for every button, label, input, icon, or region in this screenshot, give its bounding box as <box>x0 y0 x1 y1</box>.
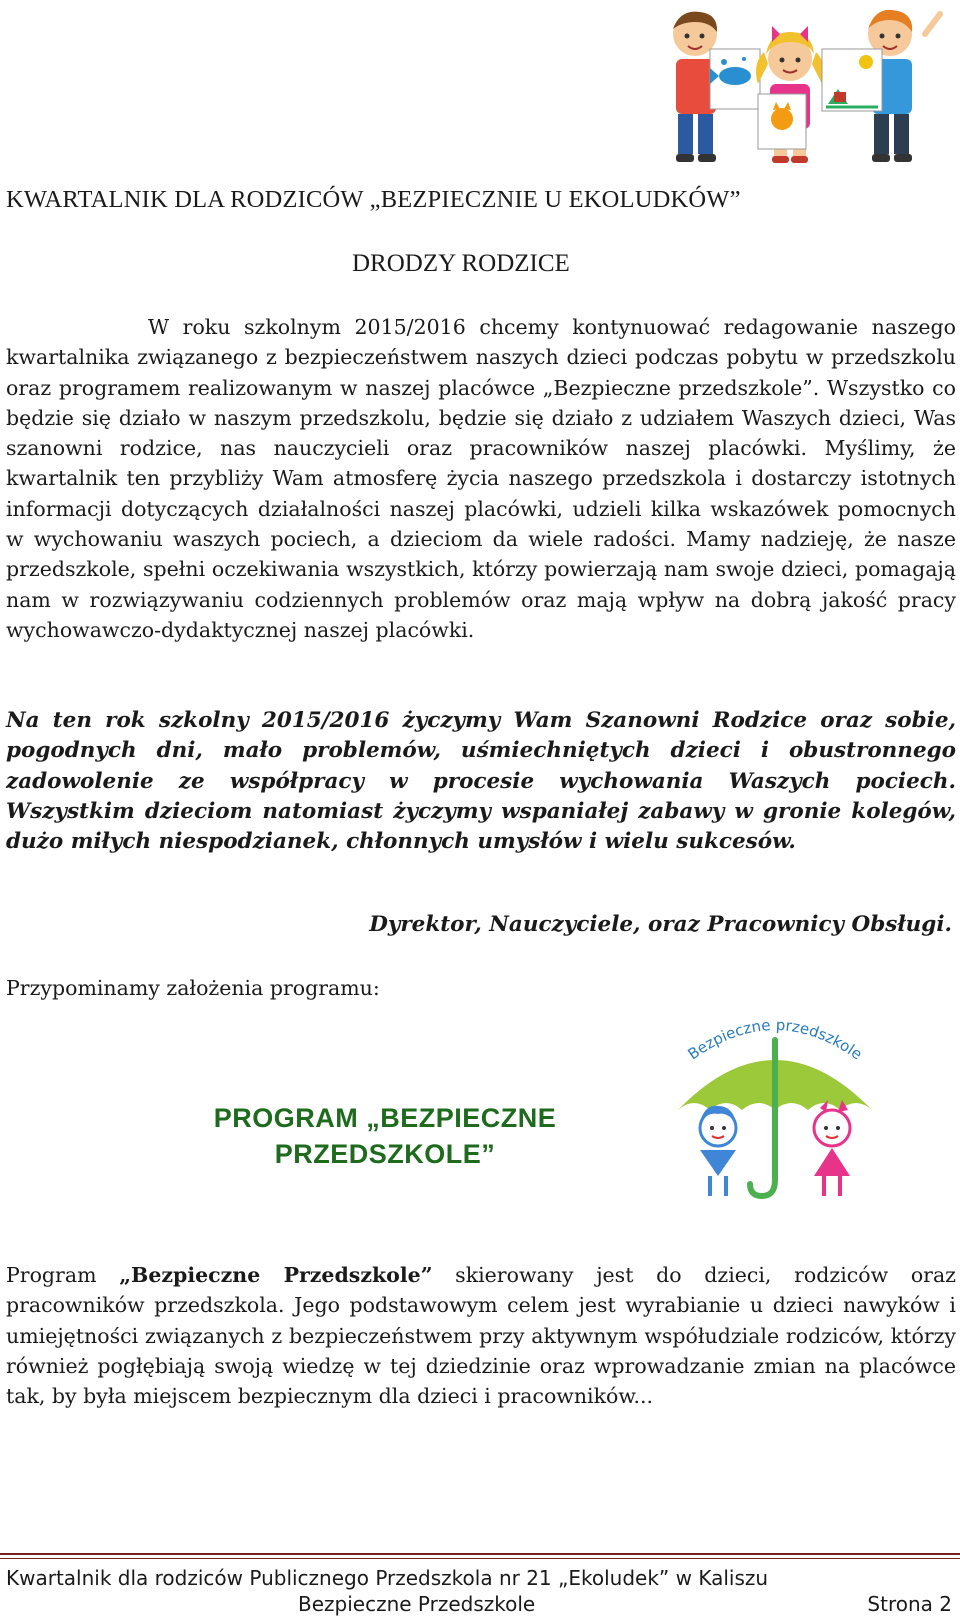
program-title-line2: PRZEDSZKOLE” <box>274 1139 496 1169</box>
program-desc-prefix: Program <box>6 1263 120 1287</box>
program-description <box>6 1260 956 1411</box>
program-name: „Bezpieczne Przedszkole” <box>119 1263 433 1287</box>
program-desc-text: skierowany jest do dzieci, rodziców oraz pracowników przedszkola. Jego podstawowym celem jest wyrabianie u dzieci nawyków i umiejętności związanych z bezpieczeństwem przy aktywnym współudziale rodziców, którzy również pogłębiają swoją wiedzę w tej dziedzinie oraz wprowadzanie zmian na placówce tak, by była miejscem bezpiecznym dla dzieci i pracowników... <box>6 1263 956 1409</box>
newsletter-title: KWARTALNIK DLA RODZICÓW „BEZPIECZNIE U EKOLUDKÓW” <box>6 186 741 213</box>
program-title <box>160 1100 610 1172</box>
footer-rule <box>0 1553 960 1555</box>
footer-program-name: Bezpieczne Przedszkole <box>298 1592 536 1616</box>
logo-arc-text: Bezpieczne przedszkole <box>684 1015 866 1064</box>
children-drawings-illustration <box>640 4 950 169</box>
signature: Dyrektor, Nauczyciele, oraz Pracownicy Obsługi. <box>369 912 952 937</box>
footer-publication: Kwartalnik dla rodziców Publicznego Przedszkola nr 21 „Ekoludek” w Kaliszu <box>6 1566 769 1590</box>
intro-paragraph: W roku szkolnym 2015/2016 chcemy kontynuować redagowanie naszego kwartalnika związanego z bezpieczeństwem naszych dzieci podczas pobytu w przedszkolu oraz programem realizowanym w naszej placówce „Bezpieczne przedszkole”. Wszystko co będzie się działo w naszym przedszkolu, będzie się działo z udziałem Waszych dzieci, Was szanowni rodzice, nas nauczycieli oraz pracowników naszej placówki. Myślimy, że kwartalnik ten przybliży Wam atmosferę życia naszego przedszkola i dostarczy istotnych informacji dotyczących działalności naszej placówki, udzieli kilka wskazówek pomocnych w wychowaniu waszych pociech, a dzieciom da wiele radości. Mamy nadzieję, że nasze przedszkole, spełni oczekiwania wszystkich, którzy powierzają nam swoje dzieci, pomagają nam w rozwiązywaniu codziennych problemów oraz mają wpływ na dobrą jakość pracy wychowawczo-dydaktycznej naszej placówki. <box>6 315 956 642</box>
footer-rule-thin <box>0 1558 960 1559</box>
program-reminder-heading: Przypominamy założenia programu: <box>6 976 380 1000</box>
wishes-paragraph: Na ten rok szkolny 2015/2016 życzymy Wam Szanowni Rodzice oraz sobie, pogodnych dni, mało problemów, uśmiechniętych dzieci i obustronnego zadowolenie ze współpracy w procesie wychowania Waszych pociech. Wszystkim dzieciom natomiast życzymy wspaniałej zabawy w gronie kolegów, dużo miłych niespodzianek, chłonnych umysłów i wielu sukcesów. <box>6 708 956 855</box>
bezpieczne-przedszkole-logo <box>660 1000 890 1210</box>
program-title-line1: PROGRAM „BEZPIECZNE <box>213 1103 557 1133</box>
letter-greeting: DRODZY RODZICE <box>352 250 570 277</box>
page-number: Strona 2 <box>867 1592 952 1616</box>
